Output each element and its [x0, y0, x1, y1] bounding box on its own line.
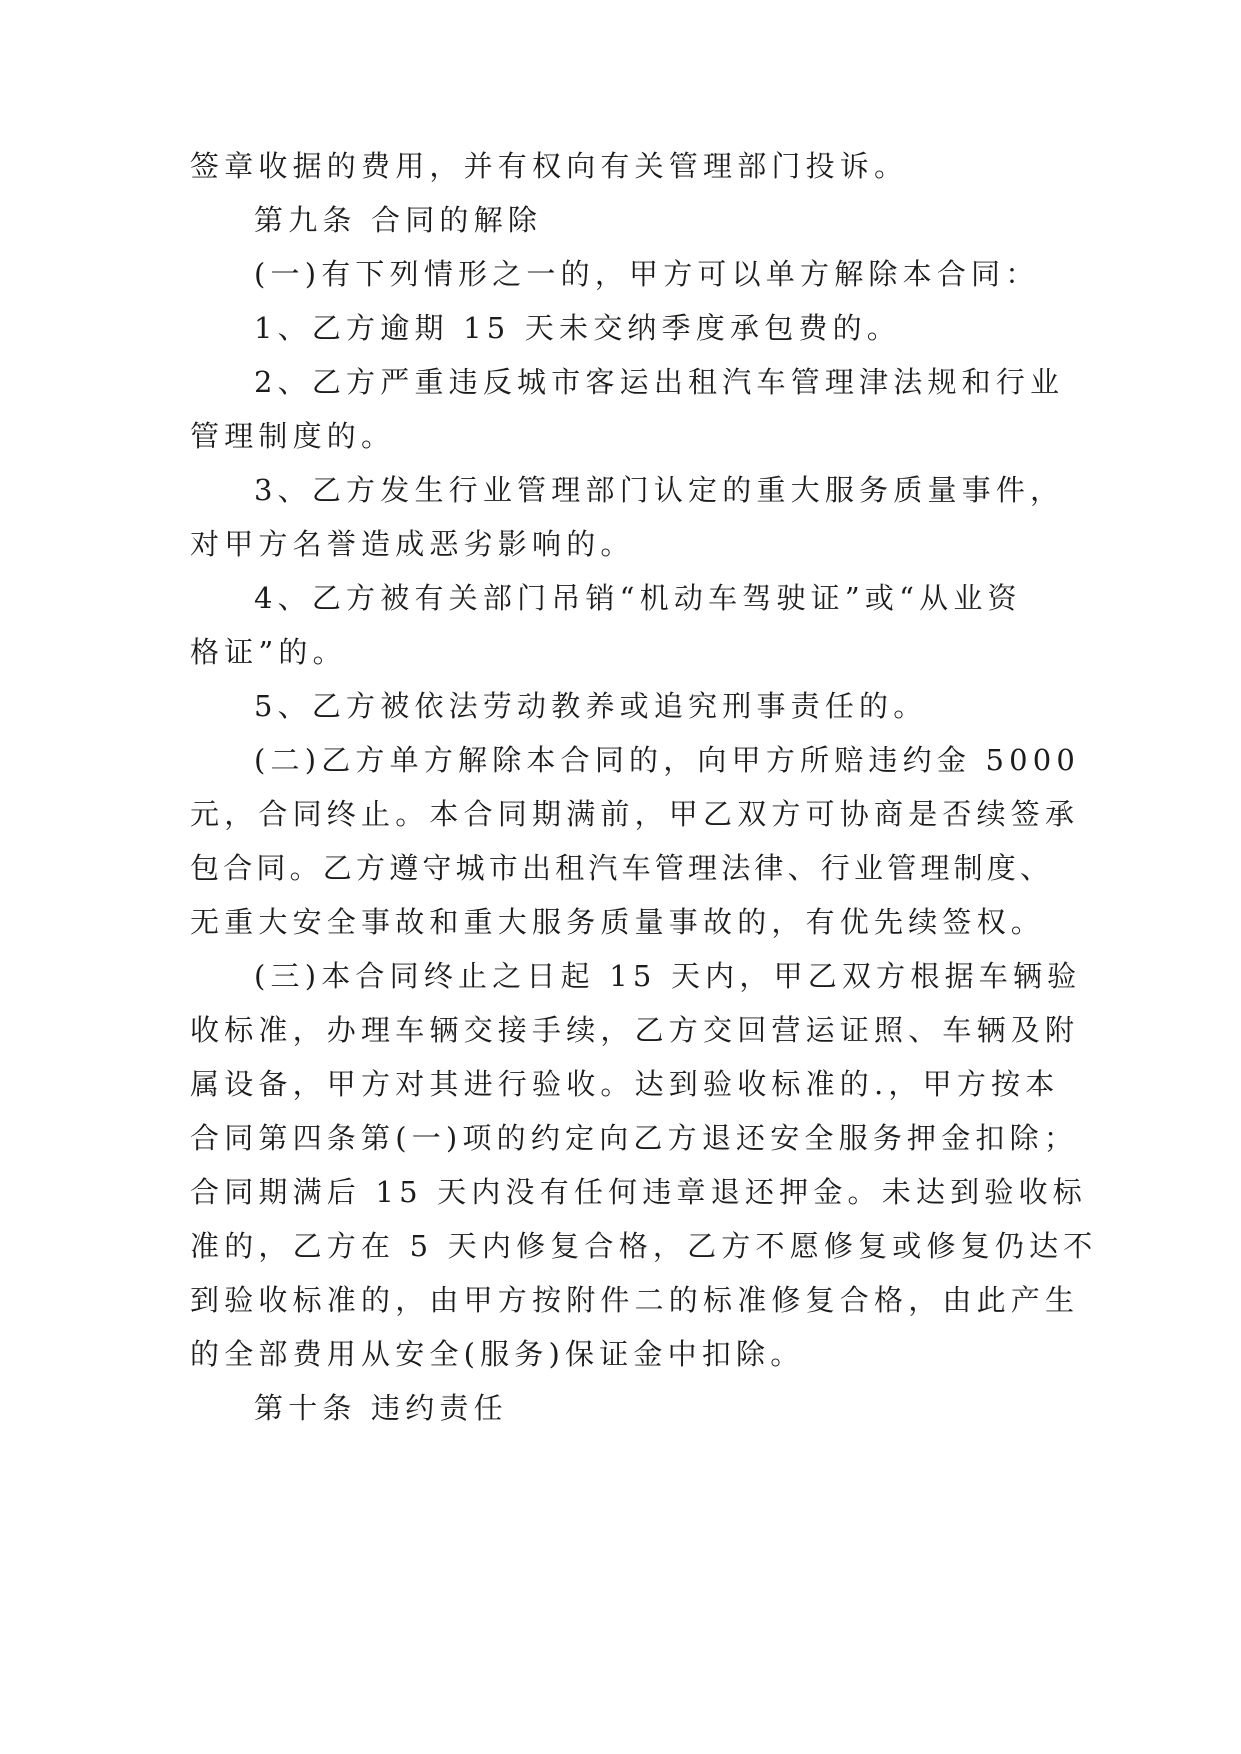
body-line: 合同第四条第(一)项的约定向乙方退还安全服务押金扣除； [190, 1121, 1079, 1155]
body-line: 包合同。乙方遵守城市出租汽车管理法律、行业管理制度、 [190, 851, 1054, 885]
body-line: 准的，乙方在 5 天内修复合格，乙方不愿修复或修复仍达不 [190, 1229, 1098, 1263]
body-line: 格证”的。 [190, 635, 347, 669]
list-item: 2、乙方严重违反城市客运出租汽车管理津法规和行业 [254, 365, 1065, 399]
body-line: (三)本合同终止之日起 15 天内，甲乙双方根据车辆验 [254, 959, 1082, 993]
body-line: 合同期满后 15 天内没有任何违章退还押金。未达到验收标 [190, 1175, 1087, 1209]
body-line: 元，合同终止。本合同期满前，甲乙双方可协商是否续签承 [190, 797, 1080, 831]
list-item: 3、乙方发生行业管理部门认定的重大服务质量事件， [254, 473, 1065, 507]
body-line: 属设备，甲方对其进行验收。达到验收标准的.，甲方按本 [190, 1067, 1060, 1101]
body-line: 无重大安全事故和重大服务质量事故的，有优先续签权。 [190, 905, 1046, 939]
body-line: (一)有下列情形之一的，甲方可以单方解除本合同： [254, 257, 1040, 291]
body-line: 的全部费用从安全(服务)保证金中扣除。 [190, 1337, 805, 1371]
body-line: 收标准，办理车辆交接手续，乙方交回营运证照、车辆及附 [190, 1013, 1080, 1047]
body-line: 对甲方名誉造成恶劣影响的。 [190, 527, 635, 561]
section-heading-9: 第九条 合同的解除 [254, 203, 543, 237]
body-line: 签章收据的费用，并有权向有关管理部门投诉。 [190, 149, 909, 183]
body-line: 管理制度的。 [190, 419, 396, 453]
list-item: 5、乙方被依法劳动教养或追究刑事责任的。 [254, 689, 928, 723]
list-item: 1、乙方逾期 15 天未交纳季度承包费的。 [254, 311, 901, 345]
section-heading-10: 第十条 违约责任 [254, 1391, 508, 1425]
body-line: 到验收标准的，由甲方按附件二的标准修复合格，由此产生 [190, 1283, 1080, 1317]
body-line: (二)乙方单方解除本合同的，向甲方所赔违约金 5000 [254, 743, 1081, 777]
list-item: 4、乙方被有关部门吊销“机动车驾驶证”或“从业资 [254, 581, 1022, 615]
